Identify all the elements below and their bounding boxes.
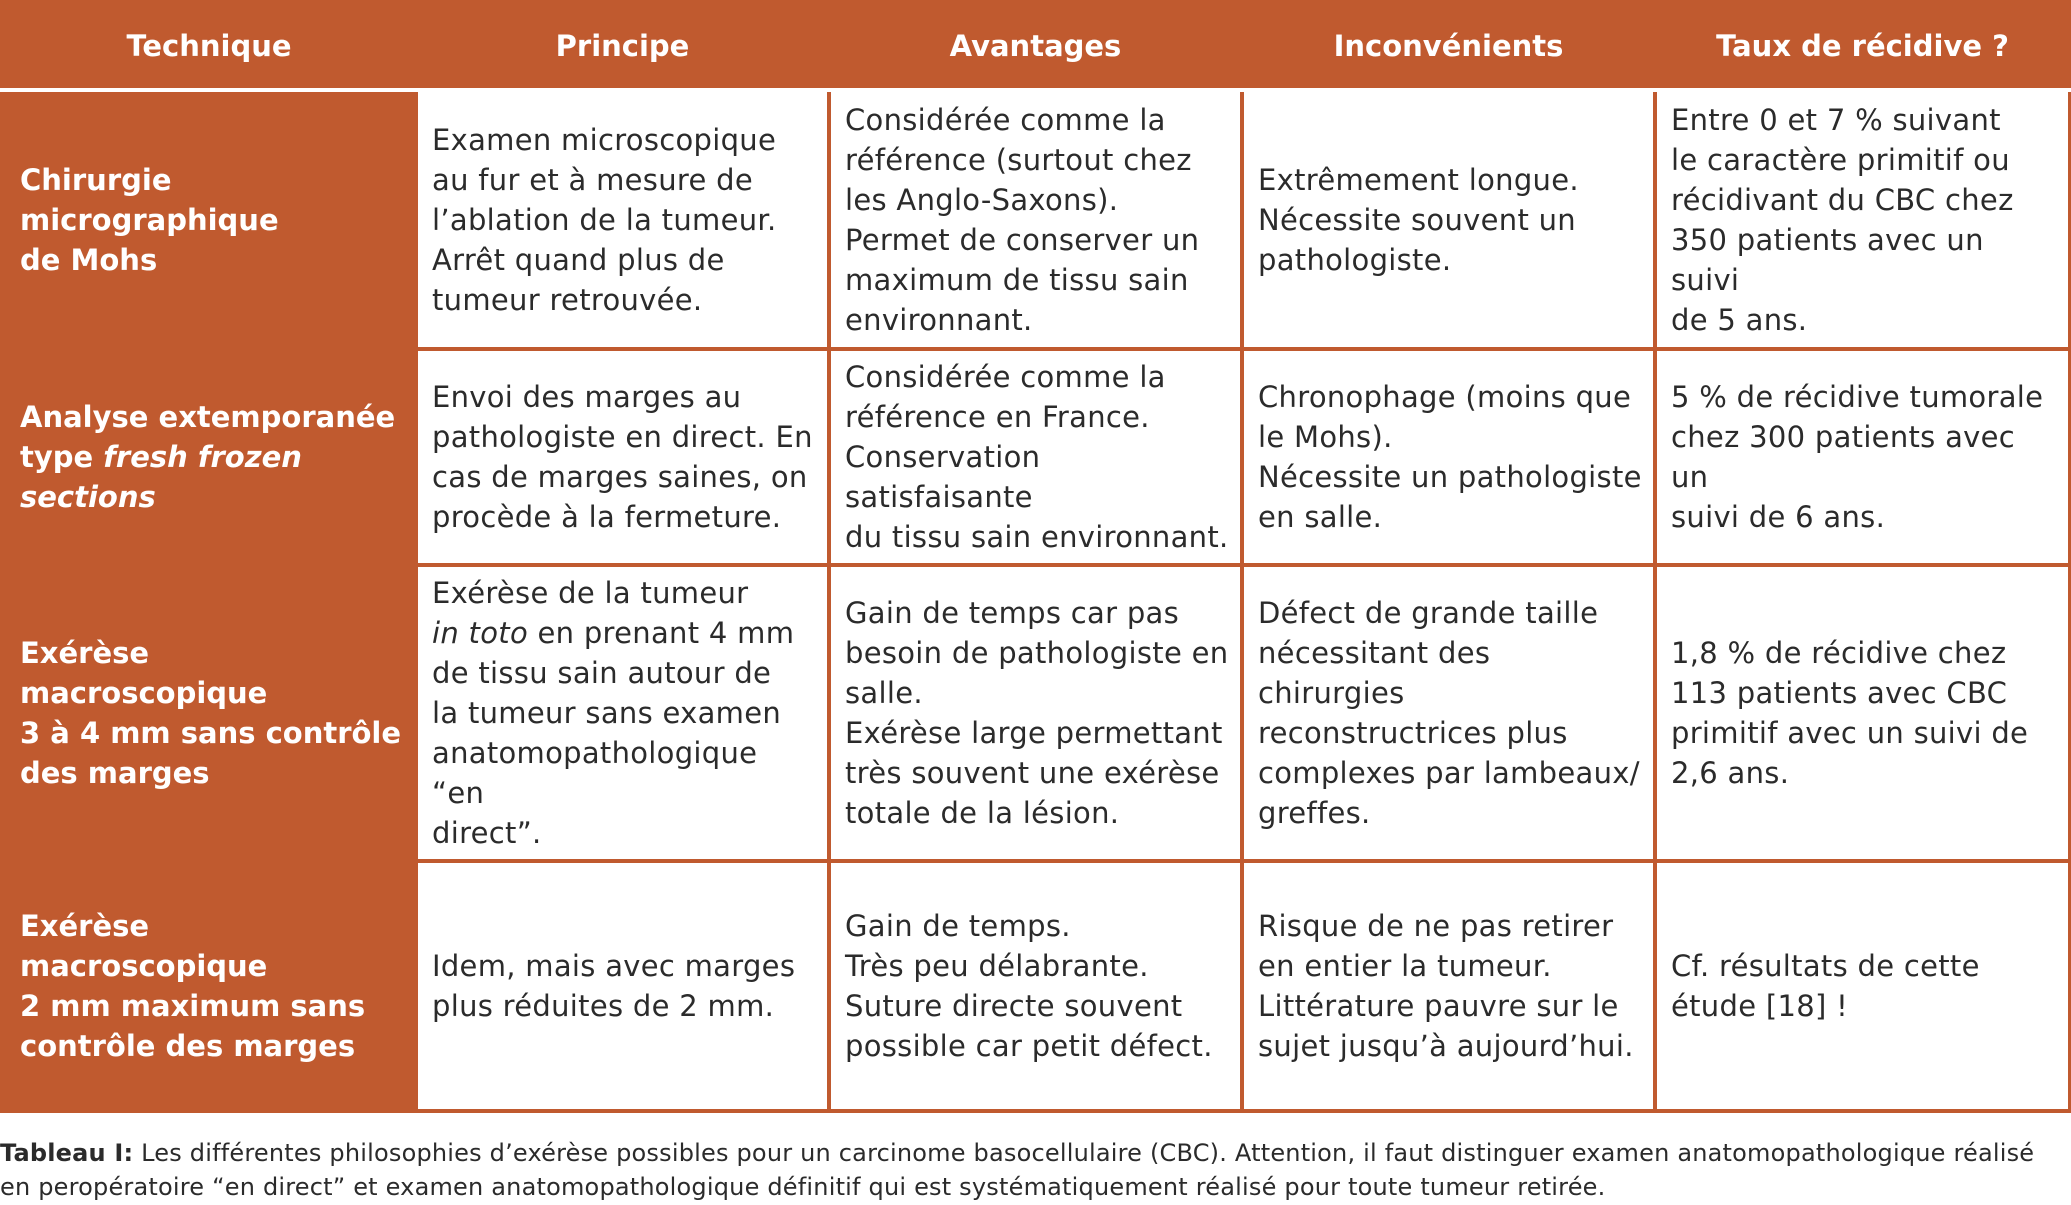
table-row: [2, 349, 2070, 565]
text-line: Idem, mais avec marges: [432, 949, 796, 983]
technique-line: [20, 437, 402, 517]
technique-line: des marges: [20, 756, 210, 790]
principe-cell: [416, 349, 829, 565]
inconvenients-cell: [1242, 861, 1655, 1111]
avantages-cell: [829, 861, 1242, 1111]
text-line: de 5 ans.: [1671, 302, 1808, 337]
header-technique: Technique: [2, 2, 416, 90]
technique-line: Exérèse macroscopique: [20, 909, 268, 983]
text-line: Nécessite souvent un: [1258, 202, 1576, 237]
principe-cell: [416, 565, 829, 861]
header-inconvenients: Inconvénients: [1242, 2, 1655, 90]
text-line: la tumeur sans examen: [432, 696, 782, 730]
text-line: en entier la tumeur.: [1258, 949, 1552, 983]
text-span: en prenant 4 mm: [527, 616, 795, 650]
text-line: Suture directe souvent: [845, 989, 1183, 1023]
text-line: cas de marges saines, on: [432, 460, 808, 494]
text-line: pathologiste en direct. En: [432, 420, 813, 454]
text-line: salle.: [845, 676, 923, 710]
header-avantages: Avantages: [829, 2, 1242, 90]
text-line: le caractère primitif ou: [1671, 142, 2010, 177]
text-line: 113 patients avec CBC: [1671, 676, 2008, 710]
technique-line: Analyse extemporanée: [20, 400, 396, 434]
text-line: reconstructrices plus: [1258, 716, 1568, 750]
technique-cell: [2, 90, 416, 349]
text-line: suivi de 6 ans.: [1671, 500, 1886, 534]
technique-line: contrôle des marges: [20, 1029, 356, 1063]
text-line: maximum de tissu sain: [845, 262, 1189, 297]
technique-line: Chirurgie micrographique: [20, 162, 279, 237]
text-line: Nécessite un pathologiste: [1258, 460, 1642, 494]
principe-cell: [416, 861, 829, 1111]
avantages-cell: [829, 565, 1242, 861]
text-line: récidivant du CBC chez: [1671, 182, 2014, 217]
text-line: nécessitant des chirurgies: [1258, 636, 1491, 710]
technique-line: de Mohs: [20, 242, 158, 277]
text-line: Entre 0 et 7 % suivant: [1671, 102, 2001, 137]
text-line: Extrêmement longue.: [1258, 162, 1579, 197]
text-line: les Anglo-Saxons).: [845, 182, 1119, 217]
text-line: anatomopathologique “en: [432, 736, 758, 810]
caption-text: Les différentes philosophies d’exérèse possibles pour un carcinome basocellulaire (CBC). Attention, il faut distinguer examen anatomopathologique réalisé: [133, 1139, 2035, 1167]
header-row: [2, 2, 2070, 90]
text-line: [432, 613, 817, 653]
text-line: Littérature pauvre sur le: [1258, 989, 1619, 1023]
technique-italic: fresh frozen sections: [20, 440, 302, 514]
caption-label: Tableau I:: [0, 1139, 134, 1167]
text-line: pathologiste.: [1258, 242, 1452, 277]
technique-line: Exérèse macroscopique: [20, 636, 268, 710]
text-line: Exérèse de la tumeur: [432, 576, 749, 610]
text-line: tumeur retrouvée.: [432, 282, 703, 317]
text-line: le Mohs).: [1258, 420, 1393, 454]
text-line: l’ablation de la tumeur.: [432, 202, 777, 237]
text-line: étude [18] !: [1671, 989, 1849, 1023]
text-line: Arrêt quand plus de: [432, 242, 725, 277]
text-line: chez 300 patients avec un: [1671, 420, 2016, 494]
text-line: au fur et à mesure de: [432, 162, 753, 197]
text-line: 350 patients avec un suivi: [1671, 222, 1984, 297]
header-taux: Taux de récidive ?: [1655, 2, 2070, 90]
text-line: Envoi des marges au: [432, 380, 742, 414]
text-line: Gain de temps.: [845, 909, 1071, 943]
text-line: complexes par lambeaux/: [1258, 756, 1640, 790]
text-line: Permet de conserver un: [845, 222, 1200, 257]
table-row: [2, 861, 2070, 1111]
text-line: primitif avec un suivi de: [1671, 716, 2029, 750]
text-line: Risque de ne pas retirer: [1258, 909, 1614, 943]
text-line: 2,6 ans.: [1671, 756, 1790, 790]
principe-cell: [416, 90, 829, 349]
text-line: Chronophage (moins que: [1258, 380, 1632, 414]
avantages-cell: [829, 90, 1242, 349]
text-line: Très peu délabrante.: [845, 949, 1149, 983]
technique-cell: [2, 861, 416, 1111]
header-principe: Principe: [416, 2, 829, 90]
technique-line: 2 mm maximum sans: [20, 989, 366, 1023]
text-line: totale de la lésion.: [845, 796, 1120, 830]
taux-cell: [1655, 90, 2070, 349]
text-line: Gain de temps car pas: [845, 596, 1180, 630]
text-line: Défect de grande taille: [1258, 596, 1599, 630]
text-line: référence en France.: [845, 400, 1150, 434]
text-line: de tissu sain autour de: [432, 656, 772, 690]
text-line: du tissu sain environnant.: [845, 520, 1229, 554]
text-line: possible car petit défect.: [845, 1029, 1213, 1063]
text-line: Examen microscopique: [432, 122, 777, 157]
technique-text: type: [20, 440, 104, 474]
caption-line: en peropératoire “en direct” et examen anatomopathologique définitif qui est systématiquement réalisé pour toute tumeur retirée.: [0, 1173, 1606, 1201]
text-line: sujet jusqu’à aujourd’hui.: [1258, 1029, 1634, 1063]
technique-cell: [2, 565, 416, 861]
text-line: très souvent une exérèse: [845, 756, 1220, 790]
table-row: [2, 90, 2070, 349]
taux-cell: [1655, 565, 2070, 861]
text-line: Considérée comme la: [845, 360, 1166, 394]
taux-cell: [1655, 349, 2070, 565]
text-line: direct”.: [432, 816, 542, 850]
table-row: [2, 565, 2070, 861]
text-line: procède à la fermeture.: [432, 500, 782, 534]
taux-cell: [1655, 861, 2070, 1111]
inconvenients-cell: [1242, 349, 1655, 565]
text-line: greffes.: [1258, 796, 1371, 830]
technique-cell: [2, 349, 416, 565]
text-line: 5 % de récidive tumorale: [1671, 380, 2044, 414]
inconvenients-cell: [1242, 565, 1655, 861]
avantages-cell: [829, 349, 1242, 565]
italic-text: in toto: [432, 616, 528, 650]
text-line: 1,8 % de récidive chez: [1671, 636, 2007, 670]
text-line: environnant.: [845, 302, 1033, 337]
technique-line: 3 à 4 mm sans contrôle: [20, 716, 402, 750]
text-line: Considérée comme la: [845, 102, 1166, 137]
text-line: plus réduites de 2 mm.: [432, 989, 775, 1023]
inconvenients-cell: [1242, 90, 1655, 349]
text-line: référence (surtout chez: [845, 142, 1192, 177]
table-caption: [0, 1136, 2071, 1204]
text-line: besoin de pathologiste en: [845, 636, 1229, 670]
text-line: en salle.: [1258, 500, 1383, 534]
text-line: Conservation satisfaisante: [845, 440, 1041, 514]
caption-line: [0, 1136, 2071, 1170]
text-line: Exérèse large permettant: [845, 716, 1223, 750]
text-line: Cf. résultats de cette: [1671, 949, 1980, 983]
